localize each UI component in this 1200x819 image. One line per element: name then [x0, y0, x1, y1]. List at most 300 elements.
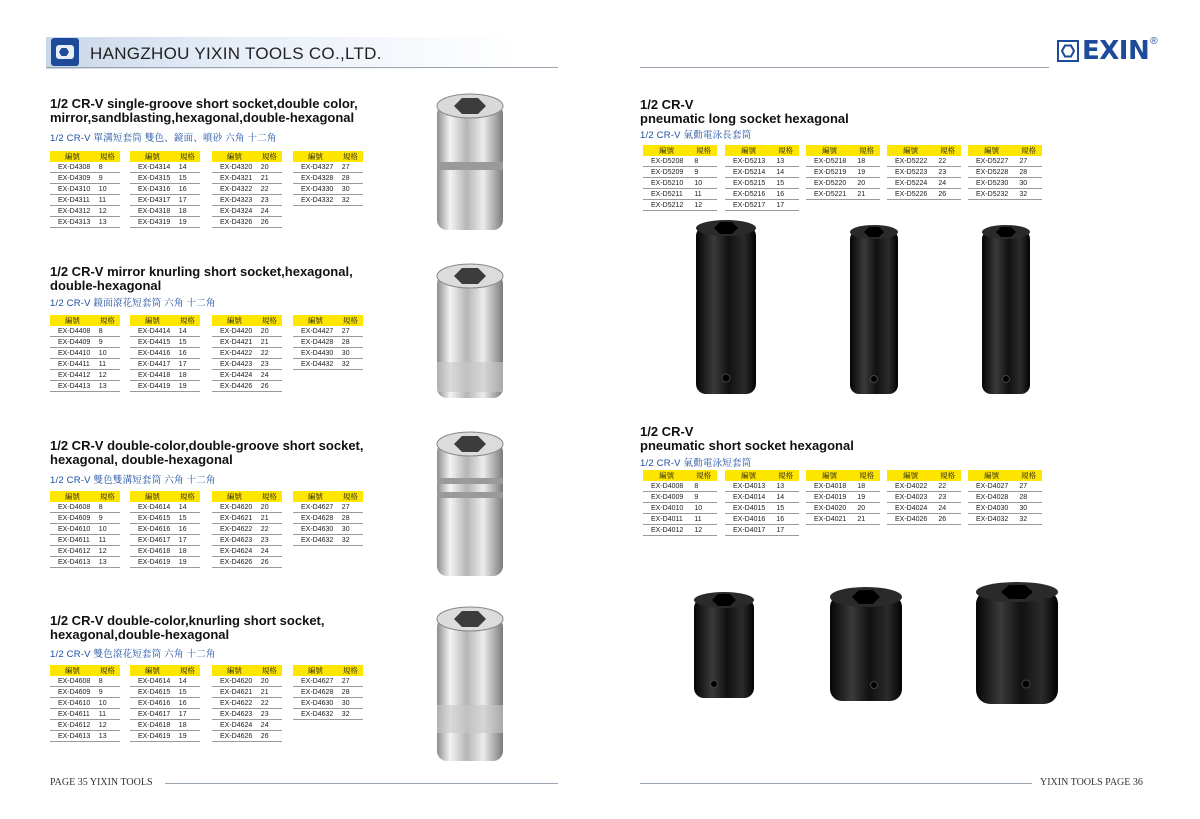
table-row	[130, 162, 200, 173]
item-code: EX-D4615	[130, 687, 175, 698]
table-row	[130, 195, 200, 206]
col-header-code: 編號	[725, 470, 772, 481]
table-row	[50, 173, 120, 184]
table-row	[293, 513, 363, 524]
item-code: EX-D4418	[130, 370, 175, 381]
col-header-size: 規格	[175, 665, 200, 676]
item-size: 32	[338, 535, 363, 546]
table-row	[212, 173, 282, 184]
impact-long-socket-image-1	[690, 218, 762, 398]
item-size: 13	[95, 557, 120, 568]
item-code: EX-D4309	[50, 173, 95, 184]
col-header-code: 編號	[130, 491, 175, 502]
item-code: EX-D4024	[887, 503, 934, 514]
table-row	[50, 698, 120, 709]
item-code: EX-D4019	[806, 492, 853, 503]
item-code: EX-D4313	[50, 217, 95, 228]
item-code: EX-D5230	[968, 178, 1015, 189]
table-row	[887, 167, 961, 178]
item-code: EX-D4027	[968, 481, 1015, 492]
spec-table	[725, 145, 799, 211]
item-size: 21	[257, 173, 282, 184]
item-code: EX-D5232	[968, 189, 1015, 200]
item-code: EX-D4622	[212, 698, 257, 709]
item-code: EX-D4021	[806, 514, 853, 525]
impact-short-socket-image-1	[688, 590, 760, 702]
item-size: 14	[175, 326, 200, 337]
header-rule-left	[46, 67, 558, 68]
item-size: 9	[95, 513, 120, 524]
section-title: 1/2 CR-V pneumatic long socket hexagonal	[640, 97, 849, 126]
spec-table	[212, 665, 282, 742]
table-row	[968, 189, 1042, 200]
item-code: EX-D4614	[130, 502, 175, 513]
item-size: 10	[95, 524, 120, 535]
col-header-size: 規格	[853, 145, 880, 156]
item-code: EX-D4619	[130, 731, 175, 742]
table-row	[887, 503, 961, 514]
table-row	[212, 676, 282, 687]
item-code: EX-D4411	[50, 359, 95, 370]
item-size: 12	[95, 370, 120, 381]
item-size: 16	[175, 184, 200, 195]
item-size: 10	[690, 503, 717, 514]
col-header-size: 規格	[690, 470, 717, 481]
item-code: EX-D5210	[643, 178, 690, 189]
item-code: EX-D4332	[293, 195, 338, 206]
table-row	[643, 492, 717, 503]
item-code: EX-D4426	[212, 381, 257, 392]
brand-name: EXIN	[1082, 36, 1150, 66]
item-size: 17	[772, 200, 799, 211]
col-header-code: 編號	[212, 315, 257, 326]
table-row	[212, 546, 282, 557]
item-size: 14	[175, 162, 200, 173]
item-code: EX-D4617	[130, 535, 175, 546]
table-row	[725, 492, 799, 503]
table-row	[293, 348, 363, 359]
table-row	[50, 195, 120, 206]
item-code: EX-D4314	[130, 162, 175, 173]
table-row	[968, 178, 1042, 189]
table-row	[212, 709, 282, 720]
item-size: 18	[853, 481, 880, 492]
col-header-code: 編號	[50, 315, 95, 326]
item-code: EX-D4622	[212, 524, 257, 535]
item-code: EX-D4312	[50, 206, 95, 217]
table-row	[50, 513, 120, 524]
table-row	[293, 359, 363, 370]
item-code: EX-D5227	[968, 156, 1015, 167]
item-code: EX-D4318	[130, 206, 175, 217]
item-code: EX-D5228	[968, 167, 1015, 178]
item-size: 9	[95, 337, 120, 348]
col-header-code: 編號	[806, 145, 853, 156]
item-code: EX-D4322	[212, 184, 257, 195]
item-code: EX-D4430	[293, 348, 338, 359]
table-row	[293, 184, 363, 195]
item-size: 21	[257, 337, 282, 348]
item-size: 24	[934, 178, 961, 189]
item-code: EX-D4632	[293, 535, 338, 546]
section-title: 1/2 CR-V double-color,double-groove short socket, hexagonal, double-hexagonal	[50, 438, 364, 467]
item-size: 14	[772, 492, 799, 503]
table-row	[643, 178, 717, 189]
item-code: EX-D4612	[50, 720, 95, 731]
table-row	[130, 698, 200, 709]
impact-short-socket-image-2	[824, 585, 908, 705]
item-code: EX-D4023	[887, 492, 934, 503]
item-size: 10	[95, 348, 120, 359]
item-size: 18	[853, 156, 880, 167]
item-size: 19	[175, 557, 200, 568]
col-header-code: 編號	[806, 470, 853, 481]
table-row	[50, 502, 120, 513]
col-header-size: 規格	[338, 665, 363, 676]
table-row	[50, 326, 120, 337]
col-header-size: 規格	[772, 470, 799, 481]
table-row	[130, 217, 200, 228]
spec-table	[725, 470, 799, 536]
item-code: EX-D5208	[643, 156, 690, 167]
item-size: 27	[338, 326, 363, 337]
item-code: EX-D4609	[50, 513, 95, 524]
item-size: 9	[95, 173, 120, 184]
table-row	[130, 535, 200, 546]
item-code: EX-D4428	[293, 337, 338, 348]
item-size: 13	[95, 217, 120, 228]
item-size: 11	[690, 189, 717, 200]
table-row	[725, 525, 799, 536]
table-row	[887, 189, 961, 200]
item-size: 27	[1015, 481, 1042, 492]
table-row	[212, 698, 282, 709]
item-size: 19	[853, 492, 880, 503]
item-size: 11	[95, 359, 120, 370]
item-size: 21	[853, 189, 880, 200]
item-code: EX-D4032	[968, 514, 1015, 525]
item-size: 32	[338, 195, 363, 206]
table-row	[968, 492, 1042, 503]
item-code: EX-D4414	[130, 326, 175, 337]
table-row	[725, 200, 799, 211]
table-row	[212, 535, 282, 546]
item-size: 27	[338, 502, 363, 513]
section-subtitle: 1/2 CR-V 氣動電泳長套筒	[640, 130, 752, 141]
item-size: 15	[772, 503, 799, 514]
item-code: EX-D4624	[212, 720, 257, 731]
table-row	[293, 162, 363, 173]
item-size: 13	[95, 731, 120, 742]
table-row	[293, 676, 363, 687]
item-size: 11	[95, 535, 120, 546]
table-row	[968, 167, 1042, 178]
item-code: EX-D4613	[50, 557, 95, 568]
item-size: 12	[690, 525, 717, 536]
item-code: EX-D4016	[725, 514, 772, 525]
table-row	[643, 503, 717, 514]
table-row	[130, 173, 200, 184]
table-row	[50, 184, 120, 195]
item-code: EX-D4611	[50, 535, 95, 546]
item-size: 28	[1015, 492, 1042, 503]
table-row	[643, 525, 717, 536]
item-code: EX-D4612	[50, 546, 95, 557]
item-size: 9	[95, 687, 120, 698]
item-code: EX-D4630	[293, 524, 338, 535]
table-row	[50, 359, 120, 370]
footer-rule-right	[640, 783, 1032, 784]
table-row	[887, 492, 961, 503]
item-size: 28	[338, 173, 363, 184]
col-header-size: 規格	[257, 491, 282, 502]
item-code: EX-D4632	[293, 709, 338, 720]
item-size: 15	[175, 513, 200, 524]
table-row	[968, 156, 1042, 167]
item-size: 11	[95, 195, 120, 206]
item-size: 18	[175, 370, 200, 381]
impact-long-socket-image-2	[844, 222, 904, 398]
table-row	[50, 676, 120, 687]
table-row	[968, 514, 1042, 525]
item-size: 23	[934, 492, 961, 503]
item-code: EX-D4317	[130, 195, 175, 206]
table-row	[50, 206, 120, 217]
item-size: 16	[772, 514, 799, 525]
table-row	[212, 557, 282, 568]
item-code: EX-D4608	[50, 502, 95, 513]
item-code: EX-D5211	[643, 189, 690, 200]
item-size: 10	[95, 184, 120, 195]
table-row	[643, 156, 717, 167]
spec-table	[212, 491, 282, 568]
spec-table	[968, 145, 1042, 200]
brand-logo	[1057, 38, 1158, 64]
table-row	[130, 557, 200, 568]
table-row	[212, 687, 282, 698]
spec-table	[130, 665, 200, 742]
item-code: EX-D4421	[212, 337, 257, 348]
item-code: EX-D5214	[725, 167, 772, 178]
item-size: 15	[772, 178, 799, 189]
table-row	[50, 535, 120, 546]
table-row	[130, 348, 200, 359]
item-code: EX-D4620	[212, 502, 257, 513]
table-row	[212, 326, 282, 337]
item-code: EX-D4609	[50, 687, 95, 698]
table-row	[887, 178, 961, 189]
table-row	[293, 502, 363, 513]
table-row	[293, 524, 363, 535]
col-header-code: 編號	[50, 665, 95, 676]
item-size: 23	[257, 535, 282, 546]
table-row	[212, 184, 282, 195]
item-size: 27	[1015, 156, 1042, 167]
col-header-size: 規格	[338, 315, 363, 326]
item-code: EX-D4328	[293, 173, 338, 184]
item-code: EX-D5216	[725, 189, 772, 200]
section-subtitle: 1/2 CR-V 氣動電泳短套筒	[640, 458, 752, 469]
table-row	[130, 720, 200, 731]
table-row	[50, 348, 120, 359]
item-code: EX-D5221	[806, 189, 853, 200]
item-code: EX-D4010	[643, 503, 690, 514]
spec-table	[643, 470, 717, 536]
table-row	[130, 326, 200, 337]
col-header-code: 編號	[130, 665, 175, 676]
item-code: EX-D4610	[50, 524, 95, 535]
col-header-size: 規格	[338, 491, 363, 502]
item-code: EX-D4014	[725, 492, 772, 503]
item-code: EX-D4427	[293, 326, 338, 337]
item-size: 22	[934, 156, 961, 167]
item-code: EX-D4620	[212, 676, 257, 687]
item-size: 17	[175, 535, 200, 546]
table-row	[806, 156, 880, 167]
table-row	[50, 381, 120, 392]
item-code: EX-D4610	[50, 698, 95, 709]
item-code: EX-D4420	[212, 326, 257, 337]
spec-table	[50, 151, 120, 228]
item-code: EX-D4621	[212, 513, 257, 524]
item-size: 23	[257, 709, 282, 720]
table-row	[130, 687, 200, 698]
col-header-size: 規格	[257, 665, 282, 676]
table-row	[130, 370, 200, 381]
table-row	[130, 546, 200, 557]
item-size: 30	[338, 348, 363, 359]
table-row	[212, 513, 282, 524]
item-code: EX-D4621	[212, 687, 257, 698]
item-size: 13	[772, 481, 799, 492]
item-size: 17	[175, 709, 200, 720]
table-row	[806, 514, 880, 525]
table-row	[50, 709, 120, 720]
col-header-size: 規格	[95, 151, 120, 162]
table-row	[806, 481, 880, 492]
table-row	[130, 513, 200, 524]
item-size: 9	[690, 492, 717, 503]
item-size: 26	[934, 514, 961, 525]
table-row	[130, 184, 200, 195]
table-row	[50, 720, 120, 731]
item-code: EX-D4616	[130, 698, 175, 709]
item-size: 10	[690, 178, 717, 189]
table-row	[130, 709, 200, 720]
item-code: EX-D4608	[50, 676, 95, 687]
section-title: 1/2 CR-V pneumatic short socket hexagonal	[640, 424, 854, 453]
section-title: 1/2 CR-V double-color,knurling short socket, hexagonal,double-hexagonal	[50, 613, 325, 642]
item-size: 15	[175, 173, 200, 184]
table-row	[212, 217, 282, 228]
table-row	[50, 162, 120, 173]
item-size: 13	[772, 156, 799, 167]
col-header-code: 編號	[643, 145, 690, 156]
table-row	[293, 195, 363, 206]
item-size: 19	[175, 731, 200, 742]
col-header-size: 規格	[175, 491, 200, 502]
section-title: 1/2 CR-V single-groove short socket,double color, mirror,sandblasting,hexagonal,double-hexagonal	[50, 96, 358, 125]
table-row	[293, 709, 363, 720]
table-row	[50, 731, 120, 742]
spec-table	[50, 665, 120, 742]
impact-long-socket-image-3	[976, 222, 1036, 398]
table-row	[130, 381, 200, 392]
table-row	[725, 503, 799, 514]
item-size: 14	[175, 676, 200, 687]
spec-table	[968, 470, 1042, 525]
item-size: 26	[257, 217, 282, 228]
item-code: EX-D4617	[130, 709, 175, 720]
item-code: EX-D4009	[643, 492, 690, 503]
item-code: EX-D4615	[130, 513, 175, 524]
col-header-code: 編號	[293, 151, 338, 162]
col-header-code: 編號	[293, 491, 338, 502]
col-header-code: 編號	[293, 665, 338, 676]
item-size: 8	[690, 156, 717, 167]
item-size: 26	[257, 731, 282, 742]
item-size: 16	[772, 189, 799, 200]
col-header-size: 規格	[175, 315, 200, 326]
col-header-size: 規格	[175, 151, 200, 162]
spec-table	[643, 145, 717, 211]
item-code: EX-D4626	[212, 731, 257, 742]
item-size: 22	[257, 184, 282, 195]
item-size: 26	[257, 381, 282, 392]
item-code: EX-D4628	[293, 513, 338, 524]
item-size: 28	[338, 687, 363, 698]
spec-table	[130, 151, 200, 228]
spec-table	[130, 491, 200, 568]
item-size: 30	[338, 698, 363, 709]
item-size: 20	[257, 162, 282, 173]
item-code: EX-D4627	[293, 502, 338, 513]
spec-table	[806, 145, 880, 200]
col-header-code: 編號	[293, 315, 338, 326]
item-code: EX-D4315	[130, 173, 175, 184]
item-size: 12	[95, 720, 120, 731]
item-size: 17	[772, 525, 799, 536]
item-code: EX-D4423	[212, 359, 257, 370]
item-code: EX-D4432	[293, 359, 338, 370]
spec-table	[212, 315, 282, 392]
col-header-code: 編號	[212, 491, 257, 502]
item-code: EX-D4419	[130, 381, 175, 392]
item-code: EX-D4614	[130, 676, 175, 687]
table-row	[643, 167, 717, 178]
item-code: EX-D4022	[887, 481, 934, 492]
item-code: EX-D4013	[725, 481, 772, 492]
item-code: EX-D5224	[887, 178, 934, 189]
col-header-size: 規格	[257, 315, 282, 326]
spec-table	[887, 145, 961, 200]
item-code: EX-D4623	[212, 709, 257, 720]
item-size: 20	[853, 178, 880, 189]
table-row	[130, 524, 200, 535]
item-code: EX-D4424	[212, 370, 257, 381]
item-code: EX-D4030	[968, 503, 1015, 514]
table-row	[293, 698, 363, 709]
item-code: EX-D5218	[806, 156, 853, 167]
item-code: EX-D4611	[50, 709, 95, 720]
spec-table	[50, 315, 120, 392]
footer-left: PAGE 35 YIXIN TOOLS	[50, 777, 153, 788]
item-code: EX-D4330	[293, 184, 338, 195]
item-size: 21	[853, 514, 880, 525]
col-header-size: 規格	[1015, 145, 1042, 156]
chrome-socket-image-4	[427, 605, 513, 765]
item-code: EX-D5223	[887, 167, 934, 178]
